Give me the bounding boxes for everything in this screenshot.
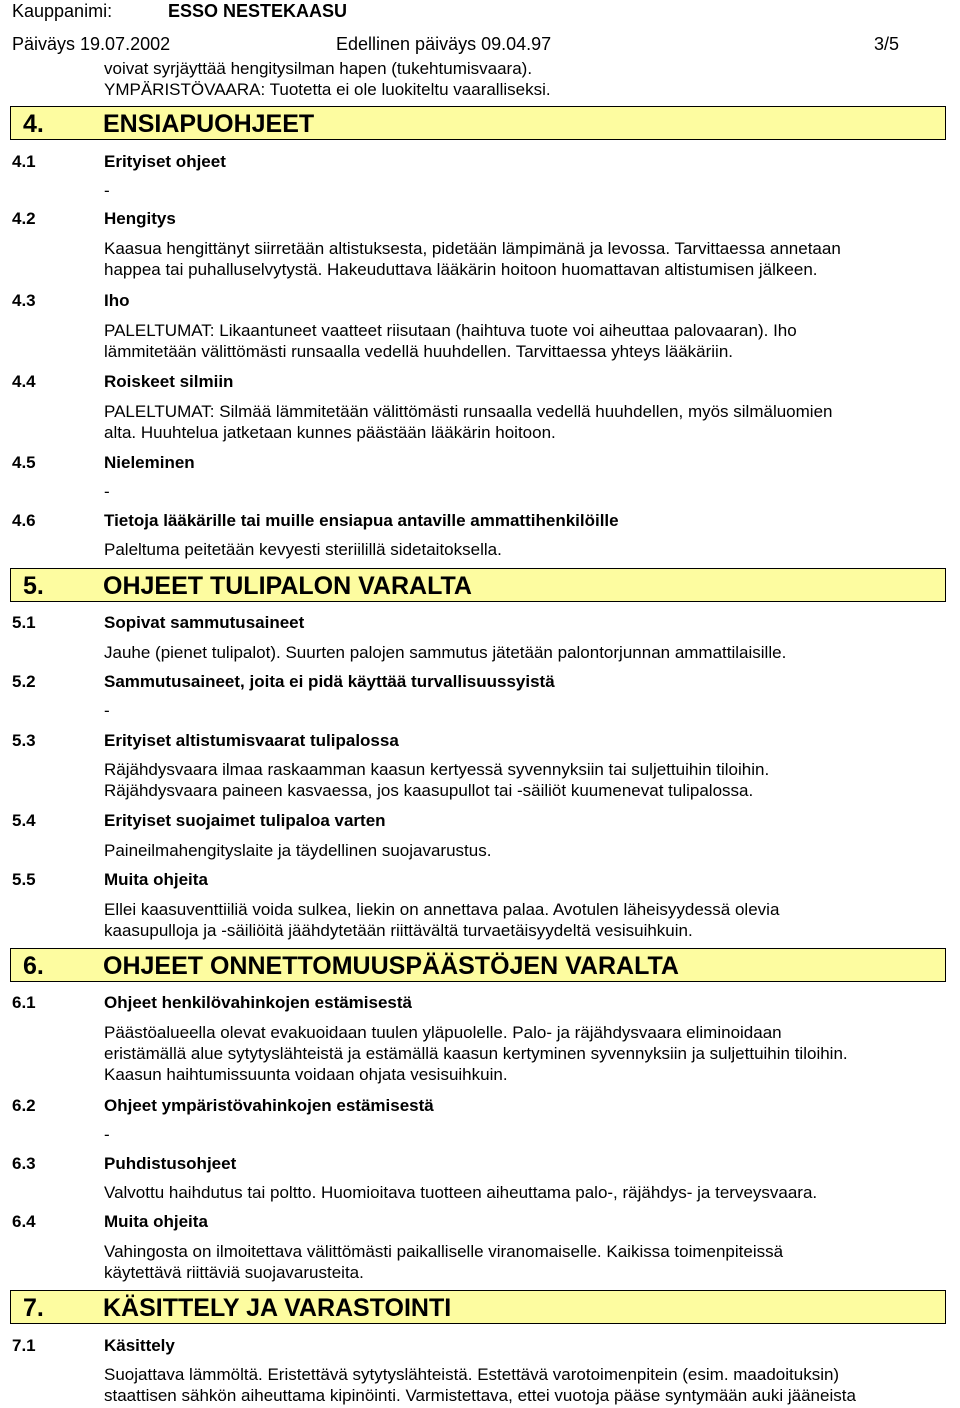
- subsection-number: 4.6: [12, 511, 36, 530]
- paragraph-line: alta. Huuhtelua jatketaan kunnes päästään lääkärin hoitoon.: [104, 423, 556, 442]
- subsection-number: 6.3: [12, 1154, 36, 1173]
- paragraph-line: lämmitetään välittömästi runsaalla vedellä huuhdellen. Tarvittaessa yhteys lääkäriin.: [104, 342, 734, 361]
- paragraph-line: eristämällä alue sytytyslähteistä ja estämällä kaasun kertyminen syvennyksiin ja suljettuihin tiloihin.: [104, 1044, 848, 1063]
- subsection-title: Käsittely: [104, 1336, 175, 1355]
- subsection-title: Muita ohjeita: [104, 870, 208, 889]
- section-title: OHJEET ONNETTOMUUSPÄÄSTÖJEN VARALTA: [103, 952, 679, 980]
- carryover-line-2: YMPÄRISTÖVAARA: Tuotetta ei ole luokiteltu vaaralliseksi.: [104, 80, 551, 99]
- section-7-heading: [10, 1290, 946, 1324]
- paragraph-line: Paineilmahengityslaite ja täydellinen suojavarustus.: [104, 841, 492, 860]
- section-title: OHJEET TULIPALON VARALTA: [103, 572, 472, 600]
- paragraph-line: Paleltuma peitetään kevyesti steriilillä sidetaitoksella.: [104, 540, 502, 559]
- company-name: ESSO NESTEKAASU: [168, 1, 348, 21]
- subsection-title: Tietoja lääkärille tai muille ensiapua antaville ammattihenkilöille: [104, 511, 619, 530]
- section-6-heading: [10, 948, 946, 982]
- subsection-title: Hengitys: [104, 209, 176, 228]
- empty-dash: -: [104, 701, 110, 720]
- paragraph-line: Räjähdysvaara ilmaa raskaamman kaasun kertyessä syvennyksiin tai suljettuihin tiloihin.: [104, 760, 770, 779]
- subsection-title: Sopivat sammutusaineet: [104, 613, 305, 632]
- subsection-number: 5.5: [12, 870, 36, 889]
- subsection-number: 6.1: [12, 993, 36, 1012]
- subsection-number: 5.1: [12, 613, 36, 632]
- paragraph-line: PALELTUMAT: Likaantuneet vaatteet riisutaan (haihtuva tuote voi aiheuttaa palovaaran). Iho: [104, 321, 797, 340]
- subsection-title: Erityiset ohjeet: [104, 152, 226, 171]
- subsection-number: 5.3: [12, 731, 36, 750]
- section-number: 5.: [23, 572, 44, 600]
- paragraph-line: kaasupulloja ja -säiliöitä jäähdytetään riittävältä turvaetäisyydeltä vesisuihkuin.: [104, 921, 693, 940]
- subsection-title: Roiskeet silmiin: [104, 372, 234, 391]
- subsection-title: Puhdistusohjeet: [104, 1154, 237, 1173]
- paragraph-line: happea tai puhalluselvytystä. Hakeuduttava lääkärin hoitoon huomattavan altistumisen jälkeen.: [104, 260, 818, 279]
- subsection-number: 6.2: [12, 1096, 36, 1115]
- subsection-number: 4.2: [12, 209, 36, 228]
- empty-dash: -: [104, 482, 110, 501]
- paragraph-line: Ellei kaasuventtiiliä voida sulkea, liekin on annettava palaa. Avotulen läheisyydessä olevia: [104, 900, 780, 919]
- subsection-number: 4.5: [12, 453, 36, 472]
- subsection-number: 4.4: [12, 372, 36, 391]
- subsection-number: 4.3: [12, 291, 36, 310]
- paragraph-line: Suojattava lämmöltä. Eristettävä sytytyslähteistä. Estettävä varotoimenpitein (esim. maadoituksin): [104, 1365, 840, 1384]
- carryover-line-1: voivat syrjäyttää hengitysilman hapen (tukehtumisvaara).: [104, 59, 533, 78]
- company-label: Kauppanimi:: [12, 1, 113, 21]
- subsection-number: 5.4: [12, 811, 36, 830]
- section-4-heading: [10, 106, 946, 140]
- paragraph-line: staattisen sähkön aiheuttama kipinöinti. Varmistettava, ettei vuotoja pääse syntymään auki jääneista: [104, 1386, 856, 1405]
- paragraph-line: PALELTUMAT: Silmää lämmitetään välittömästi runsaalla vedellä huuhdellen, myös silmäluomien: [104, 402, 833, 421]
- subsection-number: 4.1: [12, 152, 36, 171]
- page-number: 3/5: [874, 34, 900, 54]
- paragraph-line: Päästöalueella olevat evakuoidaan tuulen yläpuolelle. Palo- ja räjähdysvaara eliminoidaan: [104, 1023, 782, 1042]
- subsection-number: 7.1: [12, 1336, 36, 1355]
- paragraph-line: Valvottu haihdutus tai poltto. Huomioitava tuotteen aiheuttama palo-, räjähdys- ja terveysvaara.: [104, 1183, 818, 1202]
- subsection-title: Iho: [104, 291, 130, 310]
- section-number: 7.: [23, 1294, 44, 1322]
- paragraph-line: käytettävä riittäviä suojavarusteita.: [104, 1263, 364, 1282]
- empty-dash: -: [104, 1125, 110, 1144]
- paragraph-line: Räjähdysvaara paineen kasvaessa, jos kaasupullot tai -säiliöt kuumenevat tulipalossa.: [104, 781, 754, 800]
- subsection-title: Erityiset altistumisvaarat tulipalossa: [104, 731, 399, 750]
- section-number: 4.: [23, 110, 44, 138]
- section-5-heading: [10, 568, 946, 602]
- document-date: Päiväys 19.07.2002: [12, 34, 171, 54]
- subsection-title: Nieleminen: [104, 453, 195, 472]
- subsection-title: Erityiset suojaimet tulipaloa varten: [104, 811, 386, 830]
- subsection-number: 6.4: [12, 1212, 36, 1231]
- section-title: ENSIAPUOHJEET: [103, 110, 315, 138]
- paragraph-line: Vahingosta on ilmoitettava välittömästi paikalliselle viranomaiselle. Kaikissa toimenpiteissä: [104, 1242, 784, 1261]
- subsection-title: Muita ohjeita: [104, 1212, 208, 1231]
- empty-dash: -: [104, 181, 110, 200]
- subsection-title: Ohjeet ympäristövahinkojen estämisestä: [104, 1096, 434, 1115]
- section-number: 6.: [23, 952, 44, 980]
- subsection-title: Sammutusaineet, joita ei pidä käyttää turvallisuussyistä: [104, 672, 555, 691]
- previous-date: Edellinen päiväys 09.04.97: [336, 34, 552, 54]
- subsection-number: 5.2: [12, 672, 36, 691]
- paragraph-line: Kaasua hengittänyt siirretään altistuksesta, pidetään lämpimänä ja levossa. Tarvittaessa annetaan: [104, 239, 841, 258]
- section-title: KÄSITTELY JA VARASTOINTI: [103, 1294, 452, 1322]
- paragraph-line: Jauhe (pienet tulipalot). Suurten palojen sammutus jätetään palontorjunnan ammattilaisille.: [104, 643, 787, 662]
- paragraph-line: Kaasun haihtumissuunta voidaan ohjata vesisuihkuin.: [104, 1065, 508, 1084]
- subsection-title: Ohjeet henkilövahinkojen estämisestä: [104, 993, 413, 1012]
